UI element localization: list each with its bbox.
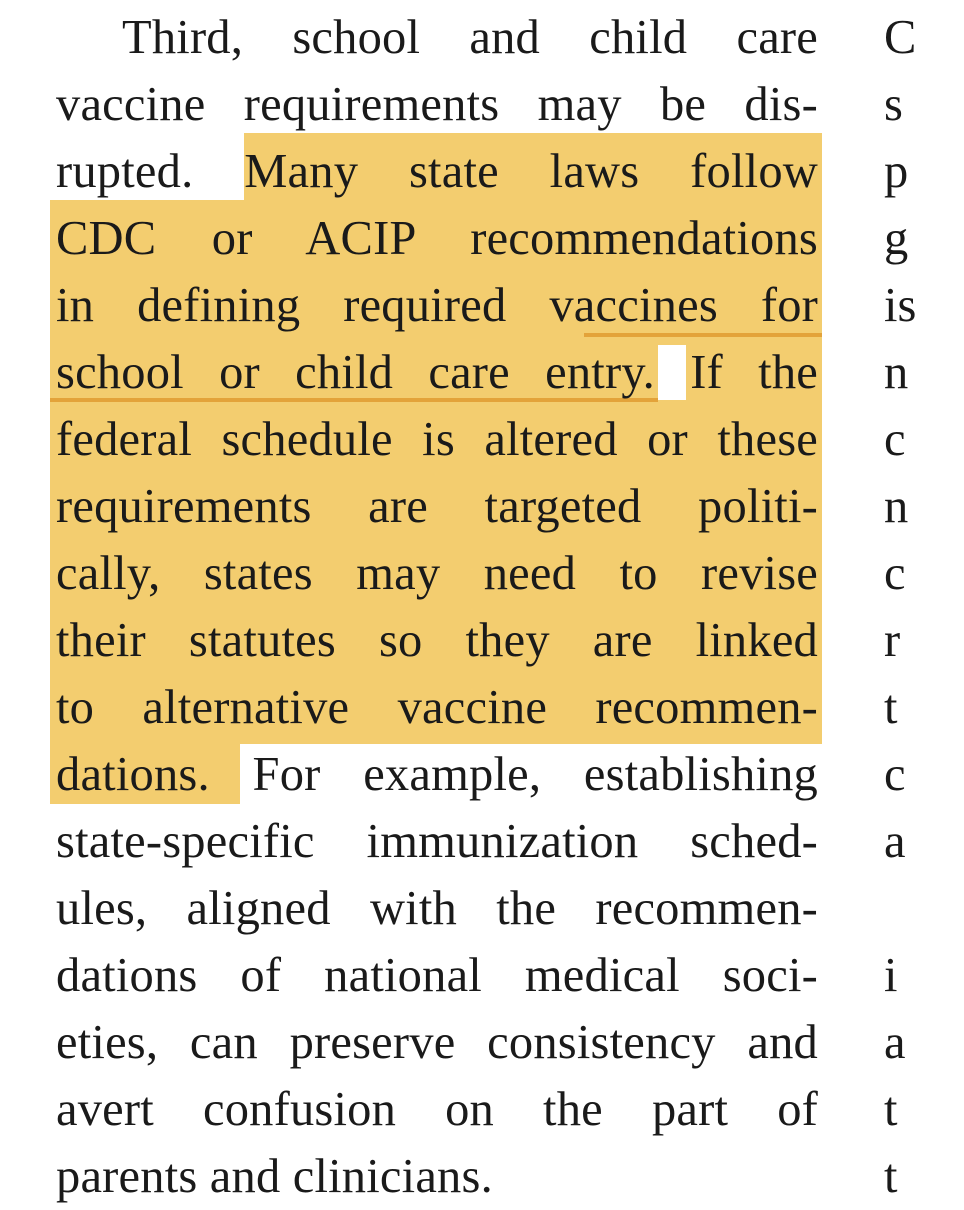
- column-fragment: t: [884, 681, 898, 734]
- text-line: avert confusion on the part of: [56, 1083, 818, 1136]
- text-line: federal schedule is altered or these: [56, 413, 818, 466]
- text-line: eties, can preserve consistency and: [56, 1016, 818, 1069]
- text-line: to alternative vaccine recommen-: [56, 681, 818, 734]
- text-line: cally, states may need to revise: [56, 547, 818, 600]
- text-line: their statutes so they are linked: [56, 614, 818, 667]
- text-line: parents and clinicians.: [56, 1150, 493, 1203]
- text-line: vaccine requirements may be dis-: [56, 78, 818, 131]
- text-line: ules, aligned with the recommen-: [56, 882, 818, 935]
- text-line: Third, school and child care: [122, 11, 818, 64]
- column-fragment: c: [884, 748, 906, 801]
- text-line: in defining required vaccines for: [56, 279, 818, 332]
- column-fragment: a: [884, 1016, 906, 1069]
- column-fragment: c: [884, 547, 906, 600]
- column-fragment: p: [884, 145, 909, 198]
- column-fragment: t: [884, 1083, 898, 1136]
- text-line: CDC or ACIP recommendations: [56, 212, 818, 265]
- column-fragment: i: [884, 949, 898, 1002]
- text-line: requirements are targeted politi-: [56, 480, 818, 533]
- column-fragment: n: [884, 480, 909, 533]
- text-line: dations. For example, establishing: [56, 748, 818, 801]
- text-line: dations of national medical soci-: [56, 949, 818, 1002]
- column-fragment: is: [884, 279, 917, 332]
- column-fragment: r: [884, 614, 901, 667]
- column-fragment: t: [884, 1150, 898, 1203]
- column-fragment: a: [884, 815, 906, 868]
- column-fragment: c: [884, 413, 906, 466]
- text-line: rupted. Many state laws follow: [56, 145, 818, 198]
- column-fragment: g: [884, 212, 909, 265]
- text-line: state-specific immunization sched-: [56, 815, 818, 868]
- column-fragment: n: [884, 346, 909, 399]
- column-fragment: C: [884, 11, 917, 64]
- column-fragment: s: [884, 78, 903, 131]
- text-line: school or child care entry. If the: [56, 346, 818, 399]
